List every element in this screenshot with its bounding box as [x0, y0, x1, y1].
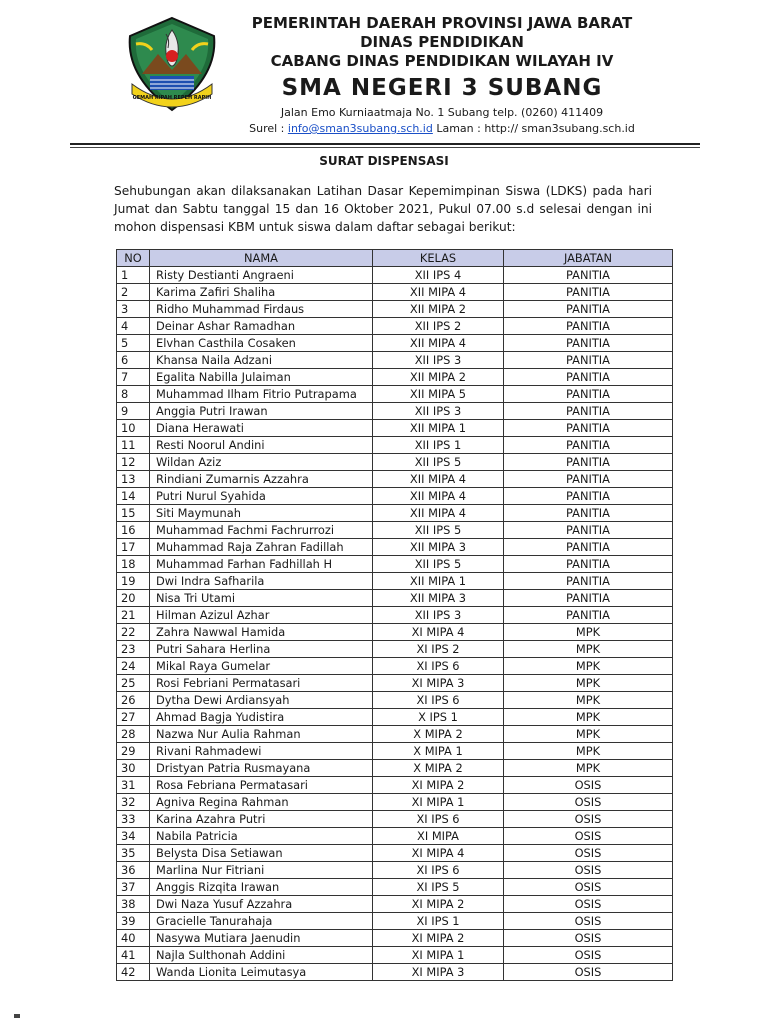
cell-no: 29 — [117, 743, 150, 760]
cell-jabatan: PANITIA — [504, 318, 673, 335]
cell-kelas: XI MIPA 4 — [373, 845, 504, 862]
table-body — [117, 267, 673, 981]
cell-nama: Anggia Putri Irawan — [150, 403, 373, 420]
letterhead-government: PEMERINTAH DAERAH PROVINSI JAWA BARAT — [251, 14, 633, 32]
cell-jabatan: PANITIA — [504, 420, 673, 437]
cell-nama: Belysta Disa Setiawan — [150, 845, 373, 862]
cell-jabatan: PANITIA — [504, 471, 673, 488]
table-row — [117, 658, 673, 675]
cell-no: 1 — [117, 267, 150, 284]
cell-kelas: X MIPA 2 — [373, 760, 504, 777]
cell-no: 7 — [117, 369, 150, 386]
website-text: Laman : http:// sman3subang.sch.id — [432, 122, 635, 135]
cell-kelas: XII IPS 4 — [373, 267, 504, 284]
cell-nama: Rivani Rahmadewi — [150, 743, 373, 760]
cell-nama: Ridho Muhammad Firdaus — [150, 301, 373, 318]
cell-no: 35 — [117, 845, 150, 862]
table-row — [117, 471, 673, 488]
cell-kelas: XI IPS 6 — [373, 811, 504, 828]
west-java-emblem-icon — [122, 14, 222, 114]
table-row — [117, 284, 673, 301]
cell-jabatan: MPK — [504, 726, 673, 743]
cell-jabatan: MPK — [504, 709, 673, 726]
cell-kelas: XII IPS 3 — [373, 352, 504, 369]
cell-jabatan: OSIS — [504, 896, 673, 913]
table-row — [117, 811, 673, 828]
cell-kelas: XII MIPA 4 — [373, 335, 504, 352]
cell-no: 28 — [117, 726, 150, 743]
cell-kelas: XII MIPA 4 — [373, 284, 504, 301]
cell-kelas: XI MIPA 1 — [373, 947, 504, 964]
cell-nama: Muhammad Raja Zahran Fadillah — [150, 539, 373, 556]
cell-nama: Nazwa Nur Aulia Rahman — [150, 726, 373, 743]
cell-kelas: XI IPS 5 — [373, 879, 504, 896]
cell-kelas: XII MIPA 3 — [373, 590, 504, 607]
cell-kelas: XII MIPA 2 — [373, 369, 504, 386]
cell-no: 11 — [117, 437, 150, 454]
cell-no: 22 — [117, 624, 150, 641]
table-row — [117, 964, 673, 981]
cell-nama: Marlina Nur Fitriani — [150, 862, 373, 879]
cell-nama: Resti Noorul Andini — [150, 437, 373, 454]
cell-nama: Deinar Ashar Ramadhan — [150, 318, 373, 335]
cell-jabatan: OSIS — [504, 828, 673, 845]
cell-kelas: X IPS 1 — [373, 709, 504, 726]
cell-nama: Dwi Indra Safharila — [150, 573, 373, 590]
cell-kelas: XI MIPA 1 — [373, 794, 504, 811]
table-row — [117, 913, 673, 930]
cell-jabatan: PANITIA — [504, 505, 673, 522]
cell-kelas: XII MIPA 3 — [373, 539, 504, 556]
cell-jabatan: OSIS — [504, 862, 673, 879]
cell-no: 36 — [117, 862, 150, 879]
cell-kelas: X MIPA 1 — [373, 743, 504, 760]
table-row — [117, 692, 673, 709]
cell-nama: Dwi Naza Yusuf Azzahra — [150, 896, 373, 913]
table-row — [117, 947, 673, 964]
document-title: SURAT DISPENSASI — [319, 154, 449, 168]
table-row — [117, 726, 673, 743]
table-row — [117, 301, 673, 318]
cell-no: 12 — [117, 454, 150, 471]
header-no: NO — [117, 250, 150, 267]
cell-no: 9 — [117, 403, 150, 420]
cell-nama: Diana Herawati — [150, 420, 373, 437]
cell-kelas: XII IPS 5 — [373, 454, 504, 471]
cell-jabatan: PANITIA — [504, 522, 673, 539]
cell-jabatan: MPK — [504, 760, 673, 777]
cell-no: 4 — [117, 318, 150, 335]
table-row — [117, 369, 673, 386]
cell-kelas: XI MIPA 2 — [373, 896, 504, 913]
cell-nama: Siti Maymunah — [150, 505, 373, 522]
cell-no: 32 — [117, 794, 150, 811]
cell-jabatan: MPK — [504, 658, 673, 675]
scan-mark — [14, 1014, 20, 1018]
table-row — [117, 556, 673, 573]
table-row — [117, 522, 673, 539]
cell-nama: Ahmad Bagja Yudistira — [150, 709, 373, 726]
cell-kelas: XI IPS 6 — [373, 692, 504, 709]
cell-no: 13 — [117, 471, 150, 488]
cell-nama: Rosa Febriana Permatasari — [150, 777, 373, 794]
cell-jabatan: OSIS — [504, 879, 673, 896]
letterhead-department: DINAS PENDIDIKAN — [360, 33, 524, 51]
cell-no: 21 — [117, 607, 150, 624]
cell-no: 16 — [117, 522, 150, 539]
cell-jabatan: MPK — [504, 743, 673, 760]
cell-nama: Karina Azahra Putri — [150, 811, 373, 828]
cell-jabatan: OSIS — [504, 811, 673, 828]
cell-nama: Wanda Lionita Leimutasya — [150, 964, 373, 981]
cell-nama: Nisa Tri Utami — [150, 590, 373, 607]
cell-kelas: XII IPS 5 — [373, 522, 504, 539]
header-jabatan: JABATAN — [504, 250, 673, 267]
cell-jabatan: PANITIA — [504, 284, 673, 301]
table-row — [117, 352, 673, 369]
email-link[interactable]: info@sman3subang.sch.id — [287, 122, 433, 135]
cell-kelas: XII MIPA 5 — [373, 386, 504, 403]
cell-nama: Nasywa Mutiara Jaenudin — [150, 930, 373, 947]
cell-kelas: XI IPS 6 — [373, 862, 504, 879]
cell-jabatan: PANITIA — [504, 437, 673, 454]
cell-jabatan: MPK — [504, 641, 673, 658]
cell-no: 15 — [117, 505, 150, 522]
email-label: Surel : — [249, 122, 288, 135]
cell-jabatan: MPK — [504, 692, 673, 709]
cell-jabatan: OSIS — [504, 794, 673, 811]
cell-jabatan: PANITIA — [504, 454, 673, 471]
cell-jabatan: MPK — [504, 675, 673, 692]
cell-kelas: XII IPS 1 — [373, 437, 504, 454]
cell-jabatan: PANITIA — [504, 267, 673, 284]
cell-no: 31 — [117, 777, 150, 794]
cell-no: 40 — [117, 930, 150, 947]
header-nama: NAMA — [150, 250, 373, 267]
cell-nama: Putri Nurul Syahida — [150, 488, 373, 505]
cell-jabatan: PANITIA — [504, 590, 673, 607]
table-row — [117, 267, 673, 284]
school-contact — [232, 121, 652, 137]
cell-no: 25 — [117, 675, 150, 692]
cell-kelas: X MIPA 2 — [373, 726, 504, 743]
cell-jabatan: MPK — [504, 624, 673, 641]
cell-no: 19 — [117, 573, 150, 590]
table-header-row — [117, 250, 673, 267]
cell-kelas: XII MIPA 2 — [373, 301, 504, 318]
cell-no: 20 — [117, 590, 150, 607]
cell-kelas: XI IPS 6 — [373, 658, 504, 675]
cell-jabatan: PANITIA — [504, 556, 673, 573]
cell-jabatan: PANITIA — [504, 573, 673, 590]
table-row — [117, 743, 673, 760]
cell-jabatan: OSIS — [504, 777, 673, 794]
table-row — [117, 318, 673, 335]
cell-nama: Karima Zafiri Shaliha — [150, 284, 373, 301]
cell-kelas: XII IPS 5 — [373, 556, 504, 573]
cell-nama: Nabila Patricia — [150, 828, 373, 845]
table-row — [117, 403, 673, 420]
cell-kelas: XII IPS 3 — [373, 607, 504, 624]
table-row — [117, 777, 673, 794]
cell-no: 23 — [117, 641, 150, 658]
cell-nama: Najla Sulthonah Addini — [150, 947, 373, 964]
cell-jabatan: PANITIA — [504, 369, 673, 386]
table-row — [117, 760, 673, 777]
cell-nama: Risty Destianti Angraeni — [150, 267, 373, 284]
cell-nama: Putri Sahara Herlina — [150, 641, 373, 658]
cell-kelas: XI MIPA 2 — [373, 930, 504, 947]
cell-nama: Dytha Dewi Ardiansyah — [150, 692, 373, 709]
cell-kelas: XI IPS 1 — [373, 913, 504, 930]
cell-nama: Elvhan Casthila Cosaken — [150, 335, 373, 352]
cell-nama: Mikal Raya Gumelar — [150, 658, 373, 675]
cell-kelas: XII MIPA 1 — [373, 420, 504, 437]
cell-kelas: XII IPS 3 — [373, 403, 504, 420]
cell-no: 18 — [117, 556, 150, 573]
cell-no: 10 — [117, 420, 150, 437]
table-row — [117, 624, 673, 641]
header-divider-thick — [70, 143, 700, 145]
table-row — [117, 675, 673, 692]
cell-no: 34 — [117, 828, 150, 845]
cell-kelas: XI MIPA 2 — [373, 777, 504, 794]
cell-kelas: XII MIPA 1 — [373, 573, 504, 590]
cell-kelas: XII MIPA 4 — [373, 471, 504, 488]
cell-no: 37 — [117, 879, 150, 896]
cell-no: 27 — [117, 709, 150, 726]
table-row — [117, 386, 673, 403]
cell-no: 33 — [117, 811, 150, 828]
table-row — [117, 437, 673, 454]
cell-nama: Dristyan Patria Rusmayana — [150, 760, 373, 777]
cell-no: 14 — [117, 488, 150, 505]
table-row — [117, 845, 673, 862]
cell-jabatan: PANITIA — [504, 539, 673, 556]
cell-jabatan: OSIS — [504, 930, 673, 947]
letterhead-branch: CABANG DINAS PENDIDIKAN WILAYAH IV — [270, 52, 614, 70]
table-row — [117, 420, 673, 437]
cell-nama: Zahra Nawwal Hamida — [150, 624, 373, 641]
cell-nama: Egalita Nabilla Julaiman — [150, 369, 373, 386]
cell-no: 2 — [117, 284, 150, 301]
table-row — [117, 709, 673, 726]
cell-jabatan: OSIS — [504, 964, 673, 981]
cell-kelas: XII IPS 2 — [373, 318, 504, 335]
table-row — [117, 607, 673, 624]
cell-nama: Agniva Regina Rahman — [150, 794, 373, 811]
emblem-motto: GEMAH RIPAH REPEH RAPIH — [132, 95, 212, 101]
table-row — [117, 454, 673, 471]
cell-nama: Khansa Naila Adzani — [150, 352, 373, 369]
cell-no: 26 — [117, 692, 150, 709]
intro-paragraph: Sehubungan akan dilaksanakan Latihan Dasar Kepemimpinan Siswa (LDKS) pada hari Jumat dan Sabtu tanggal 15 dan 16 Oktober 2021, Pukul 07.00 s.d selesai dengan ini mohon dispensasi KBM untuk siswa dalam daftar sebagai berikut: — [114, 184, 652, 234]
cell-kelas: XII MIPA 4 — [373, 488, 504, 505]
cell-no: 8 — [117, 386, 150, 403]
header-kelas: KELAS — [373, 250, 504, 267]
cell-jabatan: PANITIA — [504, 403, 673, 420]
cell-jabatan: PANITIA — [504, 386, 673, 403]
cell-nama: Anggis Rizqita Irawan — [150, 879, 373, 896]
header-divider-thin — [70, 147, 700, 148]
table-row — [117, 930, 673, 947]
cell-no: 39 — [117, 913, 150, 930]
cell-jabatan: PANITIA — [504, 301, 673, 318]
cell-nama: Wildan Aziz — [150, 454, 373, 471]
cell-no: 41 — [117, 947, 150, 964]
table-row — [117, 590, 673, 607]
cell-nama: Muhammad Farhan Fadhillah H — [150, 556, 373, 573]
cell-kelas: XI MIPA 3 — [373, 964, 504, 981]
cell-jabatan: PANITIA — [504, 352, 673, 369]
cell-no: 30 — [117, 760, 150, 777]
student-table — [116, 249, 673, 981]
table-row — [117, 794, 673, 811]
cell-kelas: XII MIPA 4 — [373, 505, 504, 522]
cell-jabatan: OSIS — [504, 845, 673, 862]
table-row — [117, 862, 673, 879]
cell-jabatan: PANITIA — [504, 335, 673, 352]
cell-nama: Rosi Febriani Permatasari — [150, 675, 373, 692]
school-name: SMA NEGERI 3 SUBANG — [281, 75, 603, 101]
cell-no: 6 — [117, 352, 150, 369]
cell-kelas: XI MIPA 4 — [373, 624, 504, 641]
cell-kelas: XI MIPA — [373, 828, 504, 845]
table-row — [117, 641, 673, 658]
table-row — [117, 488, 673, 505]
table-row — [117, 505, 673, 522]
cell-no: 38 — [117, 896, 150, 913]
cell-no: 17 — [117, 539, 150, 556]
cell-no: 3 — [117, 301, 150, 318]
table-row — [117, 879, 673, 896]
cell-jabatan: OSIS — [504, 947, 673, 964]
school-address: Jalan Emo Kurniaatmaja No. 1 Subang telp. (0260) 411409 — [280, 106, 604, 119]
cell-jabatan: PANITIA — [504, 488, 673, 505]
table-row — [117, 573, 673, 590]
cell-jabatan: PANITIA — [504, 607, 673, 624]
cell-nama: Muhammad Fachmi Fachrurrozi — [150, 522, 373, 539]
table-row — [117, 828, 673, 845]
cell-kelas: XI IPS 2 — [373, 641, 504, 658]
cell-jabatan: OSIS — [504, 913, 673, 930]
cell-nama: Gracielle Tanurahaja — [150, 913, 373, 930]
cell-nama: Rindiani Zumarnis Azzahra — [150, 471, 373, 488]
table-row — [117, 539, 673, 556]
table-row — [117, 335, 673, 352]
cell-nama: Hilman Azizul Azhar — [150, 607, 373, 624]
cell-nama: Muhammad Ilham Fitrio Putrapama — [150, 386, 373, 403]
cell-no: 24 — [117, 658, 150, 675]
cell-kelas: XI MIPA 3 — [373, 675, 504, 692]
cell-no: 42 — [117, 964, 150, 981]
table-row — [117, 896, 673, 913]
letterhead — [232, 14, 652, 137]
cell-no: 5 — [117, 335, 150, 352]
